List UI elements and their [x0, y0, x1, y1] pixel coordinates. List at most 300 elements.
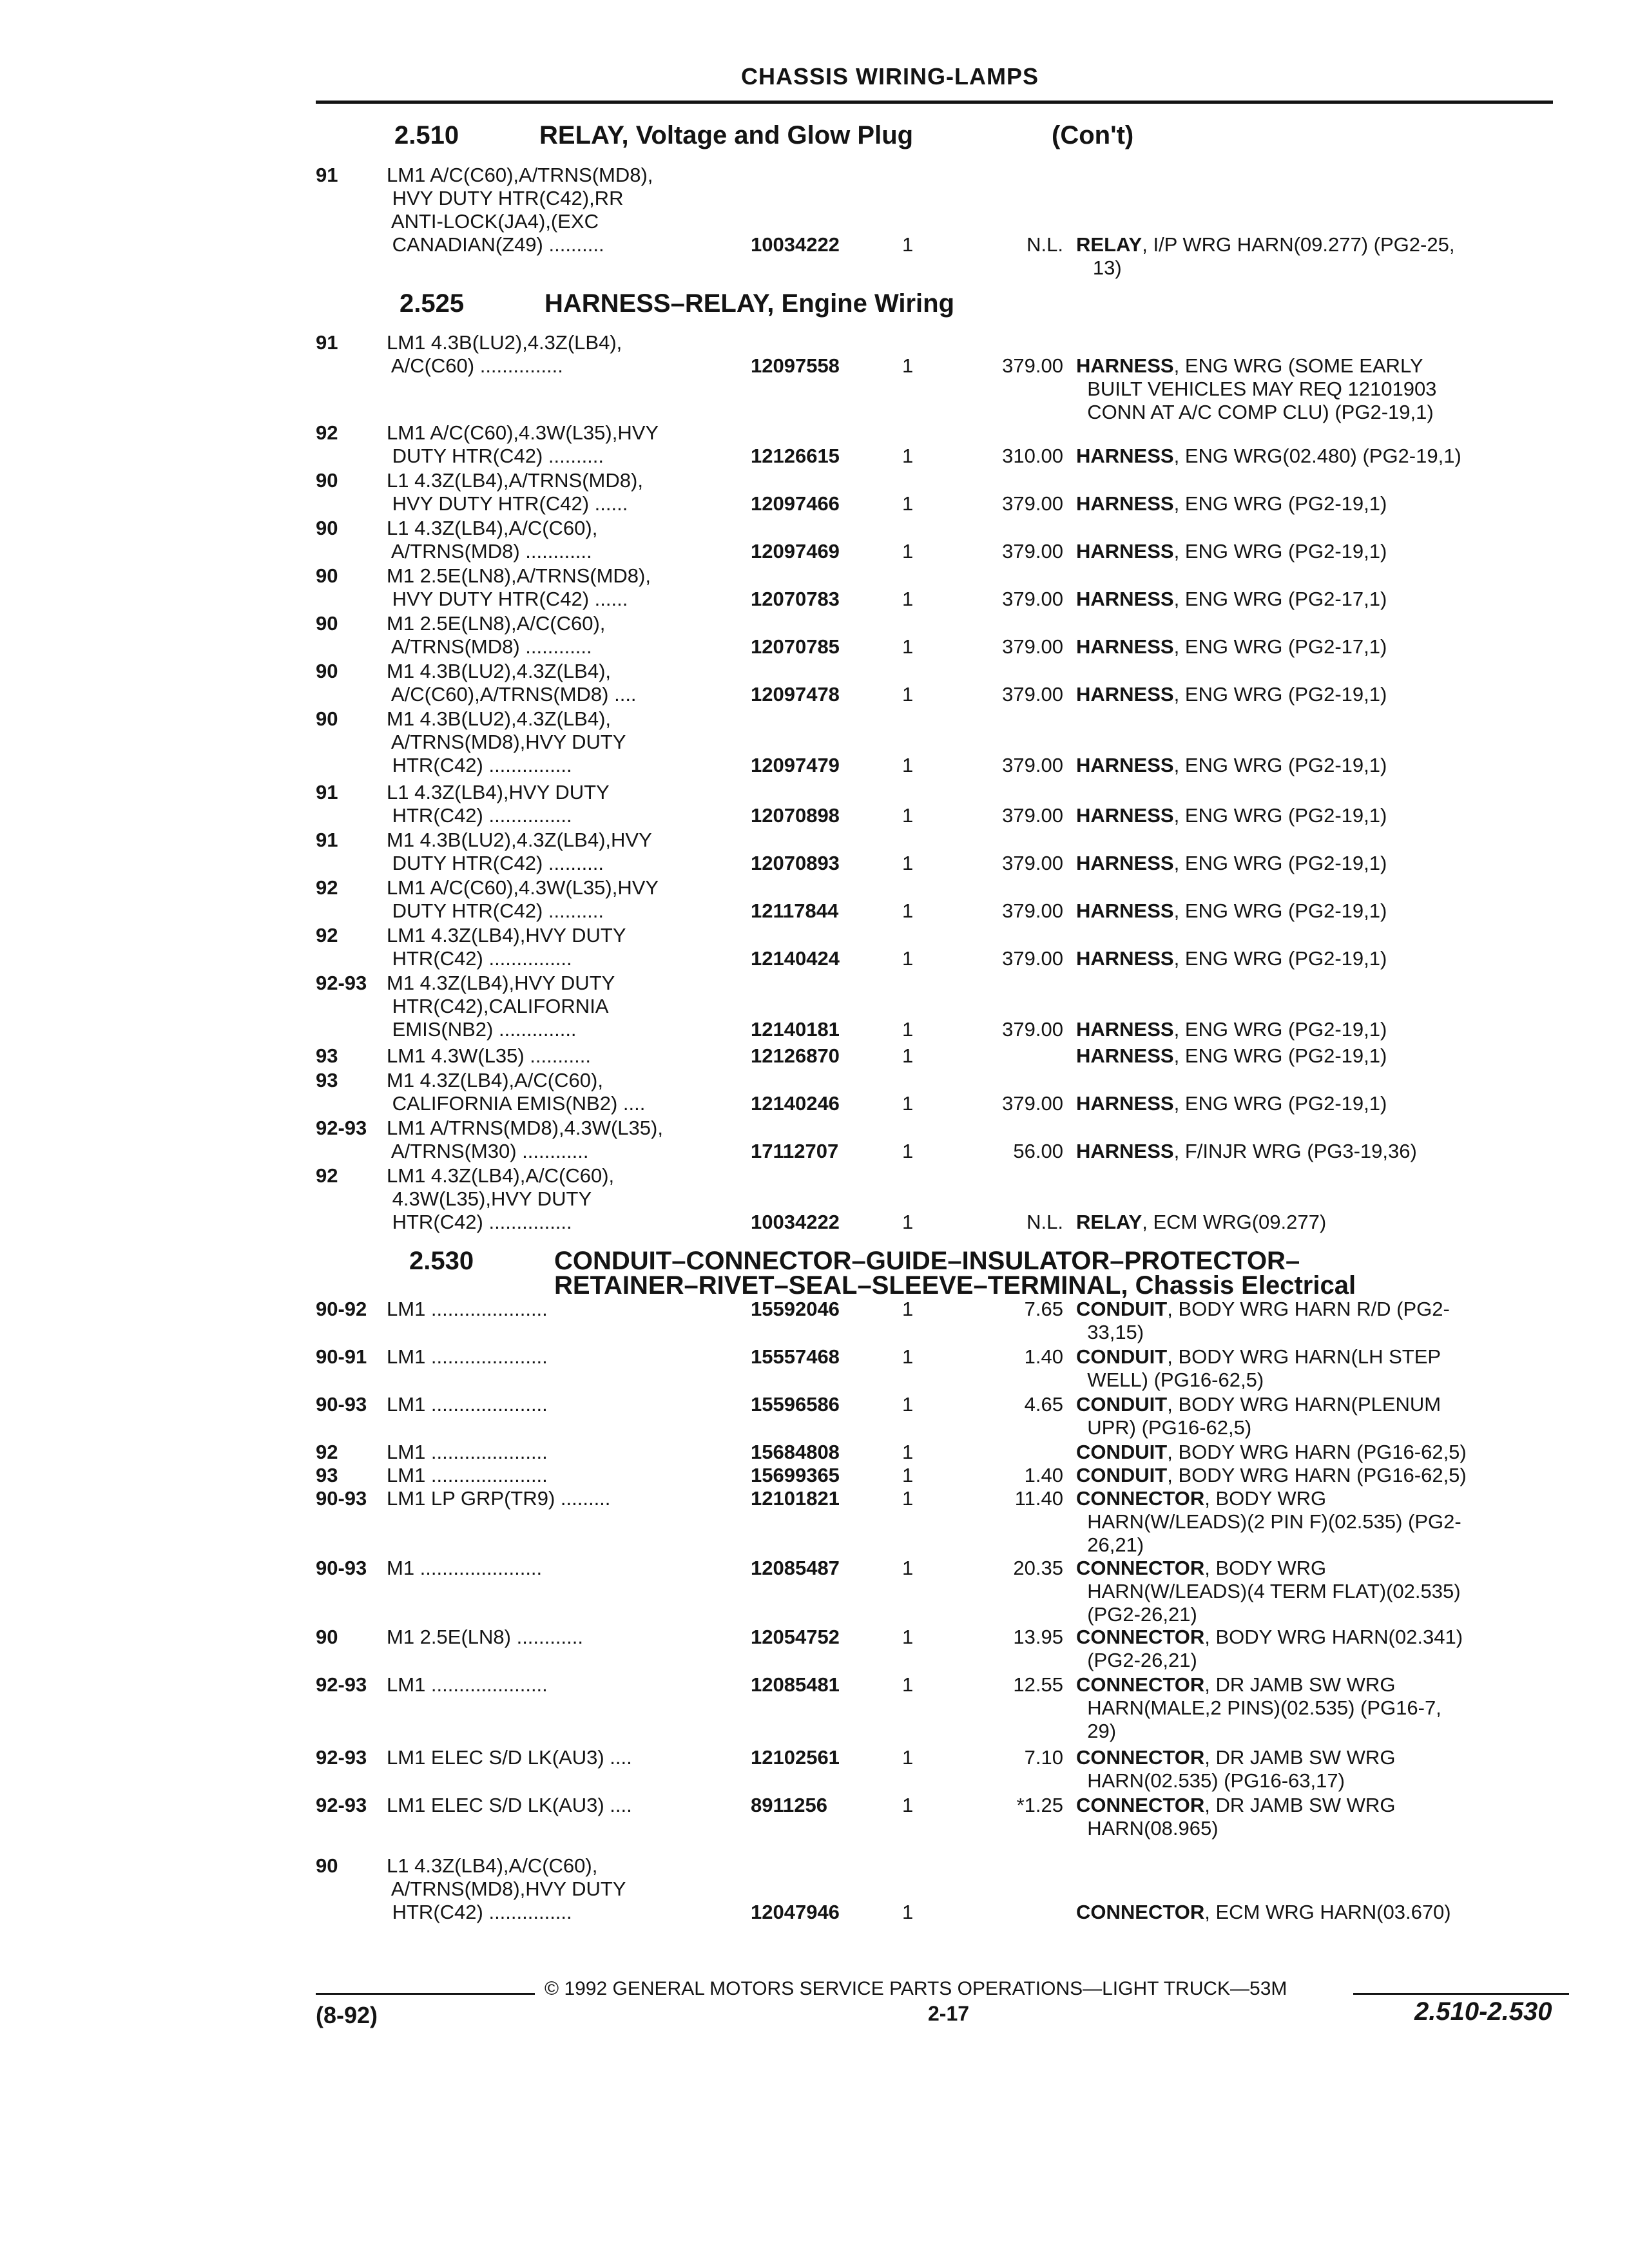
price: 12.55: [1013, 1673, 1063, 1696]
part-name-line: HARNESS, ENG WRG (PG2-17,1): [1076, 588, 1387, 610]
usage-description: [387, 164, 747, 256]
part-name-line: HARN(02.535) (PG16-63,17): [1076, 1769, 1345, 1792]
part-name: [1076, 445, 1566, 468]
usage-description: [387, 1673, 747, 1696]
usage-description: [387, 517, 747, 563]
part-number: 12070898: [751, 804, 840, 827]
model-year: 91: [316, 829, 338, 851]
part-name-line: CONDUIT, BODY WRG HARN(LH STEP: [1076, 1345, 1441, 1368]
part-name-line: HARNESS, ENG WRG(02.480) (PG2-19,1): [1076, 445, 1461, 467]
usage-description: [387, 1464, 747, 1487]
model-year: 93: [316, 1044, 338, 1067]
usage-line: L1 4.3Z(LB4),A/TRNS(MD8),: [387, 469, 643, 492]
part-name-line: HARNESS, ENG WRG (PG2-19,1): [1076, 899, 1387, 922]
quantity: 1: [902, 1140, 914, 1162]
part-name-line: CONDUIT, BODY WRG HARN(PLENUM: [1076, 1393, 1441, 1416]
usage-line: M1 4.3Z(LB4),HVY DUTY: [387, 972, 615, 994]
part-number: 12070785: [751, 635, 840, 658]
part-number: 15699365: [751, 1464, 840, 1486]
usage-description: [387, 1069, 747, 1115]
price: 379.00: [1002, 492, 1063, 515]
part-name-line: HARNESS, ENG WRG (PG2-19,1): [1076, 1018, 1387, 1041]
usage-line: HTR(C42) ...............: [387, 804, 572, 827]
section-title: RELAY, Voltage and Glow Plug: [539, 121, 914, 149]
section-title-line1: CONDUIT–CONNECTOR–GUIDE–INSULATOR–PROTECTOR–: [554, 1247, 1300, 1275]
part-name-line: 29): [1076, 1720, 1117, 1742]
price: 379.00: [1002, 947, 1063, 970]
part-name-keyword: CONNECTOR: [1076, 1746, 1205, 1769]
usage-line: M1 4.3B(LU2),4.3Z(LB4),: [387, 660, 612, 682]
quantity: 1: [902, 1901, 914, 1923]
usage-line: HTR(C42) ...............: [387, 1211, 572, 1233]
model-year: 92-93: [316, 1117, 367, 1139]
quantity: 1: [902, 1464, 914, 1486]
part-name-line: CONDUIT, BODY WRG HARN R/D (PG2-: [1076, 1298, 1450, 1320]
part-number: 17112707: [751, 1140, 839, 1162]
usage-line: LM1 ELEC S/D LK(AU3) ....: [387, 1794, 632, 1816]
price: 379.00: [1002, 588, 1063, 610]
usage-line: HTR(C42) ...............: [387, 947, 572, 970]
part-name-line: HARNESS, ENG WRG (PG2-19,1): [1076, 947, 1387, 970]
part-number: 12097479: [751, 754, 840, 776]
part-number: 12070893: [751, 852, 840, 874]
usage-line: CANADIAN(Z49) ..........: [387, 233, 604, 256]
usage-line: LM1 A/C(C60),4.3W(L35),HVY: [387, 421, 659, 444]
footer-copyright: © 1992 GENERAL MOTORS SERVICE PARTS OPERATIONS—LIGHT TRUCK—53M: [545, 1978, 1287, 1999]
header-rule: [316, 101, 1553, 104]
footer-date: (8-92): [316, 2002, 378, 2028]
section-title-line2: RETAINER–RIVET–SEAL–SLEEVE–TERMINAL, Chassis Electrical: [554, 1271, 1356, 1300]
part-name: [1076, 1345, 1566, 1392]
part-number: 12085481: [751, 1673, 840, 1696]
model-year: 90: [316, 1626, 338, 1648]
part-name-line: CONDUIT, BODY WRG HARN (PG16-62,5): [1076, 1464, 1467, 1486]
price: 310.00: [1002, 445, 1063, 467]
part-number: 12101821: [751, 1487, 840, 1510]
usage-line: A/TRNS(MD8) ............: [387, 635, 592, 658]
part-name-keyword: HARNESS: [1076, 754, 1174, 776]
model-year: 90: [316, 469, 338, 492]
part-name-line: CONNECTOR, BODY WRG HARN(02.341): [1076, 1626, 1463, 1648]
part-name: [1076, 1746, 1566, 1792]
usage-line: L1 4.3Z(LB4),HVY DUTY: [387, 781, 610, 803]
usage-line: LM1 .....................: [387, 1673, 548, 1696]
part-name-line: HARNESS, ENG WRG (PG2-19,1): [1076, 804, 1387, 827]
price: 379.00: [1002, 354, 1063, 377]
usage-line: HVY DUTY HTR(C42) ......: [387, 492, 628, 515]
usage-description: [387, 1441, 747, 1464]
part-name-line: CONNECTOR, DR JAMB SW WRG: [1076, 1673, 1396, 1696]
usage-line: A/TRNS(MD8) ............: [387, 540, 592, 562]
part-name-line: 33,15): [1076, 1321, 1144, 1343]
part-name: [1076, 1044, 1566, 1068]
model-year: 90: [316, 612, 338, 635]
part-name-line: CONNECTOR, ECM WRG HARN(03.670): [1076, 1901, 1451, 1923]
part-name-keyword: HARNESS: [1076, 947, 1174, 970]
usage-line: M1 2.5E(LN8),A/TRNS(MD8),: [387, 564, 651, 587]
part-name-keyword: HARNESS: [1076, 354, 1174, 377]
usage-line: LM1 4.3Z(LB4),A/C(C60),: [387, 1164, 615, 1187]
part-name-keyword: CONDUIT: [1076, 1345, 1168, 1368]
quantity: 1: [902, 947, 914, 970]
quantity: 1: [902, 1557, 914, 1579]
usage-description: [387, 1794, 747, 1817]
usage-description: [387, 1164, 747, 1234]
quantity: 1: [902, 1746, 914, 1769]
part-name-line: WELL) (PG16-62,5): [1076, 1369, 1264, 1391]
model-year: 90-93: [316, 1393, 367, 1416]
model-year: 91: [316, 331, 338, 354]
model-year: 92-93: [316, 1746, 367, 1769]
part-name: [1076, 1673, 1566, 1743]
part-name-line: CONNECTOR, DR JAMB SW WRG: [1076, 1794, 1396, 1816]
part-number: 10034222: [751, 1211, 840, 1233]
part-name: [1076, 540, 1566, 563]
price: 20.35: [1013, 1557, 1063, 1579]
part-number: 12097466: [751, 492, 840, 515]
model-year: 93: [316, 1464, 338, 1486]
usage-line: M1 4.3Z(LB4),A/C(C60),: [387, 1069, 603, 1091]
usage-line: LM1 A/C(C60),4.3W(L35),HVY: [387, 876, 659, 899]
part-number: 12140424: [751, 947, 840, 970]
part-name: [1076, 683, 1566, 706]
part-name-keyword: RELAY: [1076, 1211, 1142, 1233]
quantity: 1: [902, 635, 914, 658]
part-name: [1076, 588, 1566, 611]
footer-section-range: 2.510-2.530: [1414, 1997, 1552, 2026]
model-year: 92: [316, 421, 338, 444]
model-year: 90: [316, 660, 338, 682]
quantity: 1: [902, 683, 914, 706]
price: 7.10: [1024, 1746, 1063, 1769]
model-year: 90-92: [316, 1298, 367, 1320]
usage-line: A/C(C60) ...............: [387, 354, 563, 377]
part-name-line: HARNESS, ENG WRG (PG2-19,1): [1076, 540, 1387, 562]
quantity: 1: [902, 1487, 914, 1510]
part-name-line: CONDUIT, BODY WRG HARN (PG16-62,5): [1076, 1441, 1467, 1463]
quantity: 1: [902, 1018, 914, 1041]
usage-line: LM1 4.3B(LU2),4.3Z(LB4),: [387, 331, 622, 354]
part-name: [1076, 1393, 1566, 1439]
usage-line: LM1 LP GRP(TR9) .........: [387, 1487, 611, 1510]
part-number: 12126615: [751, 445, 840, 467]
quantity: 1: [902, 1044, 914, 1067]
quantity: 1: [902, 1794, 914, 1816]
usage-description: [387, 1626, 747, 1649]
part-number: 12070783: [751, 588, 840, 610]
usage-line: A/TRNS(MD8),HVY DUTY: [387, 731, 626, 753]
part-name-keyword: HARNESS: [1076, 1044, 1174, 1067]
usage-description: [387, 781, 747, 827]
usage-description: [387, 829, 747, 875]
part-number: 15684808: [751, 1441, 840, 1463]
part-number: 12054752: [751, 1626, 840, 1648]
part-name-keyword: HARNESS: [1076, 445, 1174, 467]
part-number: 12097558: [751, 354, 840, 377]
part-name-line: (PG2-26,21): [1076, 1649, 1197, 1671]
quantity: 1: [902, 1092, 914, 1115]
quantity: 1: [902, 1298, 914, 1320]
usage-description: [387, 1345, 747, 1369]
part-number: 15596586: [751, 1393, 840, 1416]
quantity: 1: [902, 899, 914, 922]
part-name-keyword: HARNESS: [1076, 540, 1174, 562]
part-name-line: HARNESS, ENG WRG (PG2-19,1): [1076, 852, 1387, 874]
part-name-line: HARN(W/LEADS)(2 PIN F)(02.535) (PG2-: [1076, 1510, 1461, 1533]
price: 379.00: [1002, 1018, 1063, 1041]
part-number: 12102561: [751, 1746, 840, 1769]
price: 13.95: [1013, 1626, 1063, 1648]
price: 7.65: [1024, 1298, 1063, 1320]
model-year: 90-93: [316, 1487, 367, 1510]
part-name-keyword: CONNECTOR: [1076, 1626, 1205, 1648]
part-name: [1076, 492, 1566, 515]
usage-line: 4.3W(L35),HVY DUTY: [387, 1187, 592, 1210]
usage-description: [387, 1117, 747, 1163]
quantity: 1: [902, 354, 914, 377]
part-name: [1076, 899, 1566, 923]
model-year: 90: [316, 517, 338, 539]
footer-rule-right: [1353, 1993, 1569, 1995]
model-year: 90-93: [316, 1557, 367, 1579]
section-number: 2.530: [409, 1247, 474, 1275]
model-year: 90: [316, 707, 338, 730]
part-name-keyword: HARNESS: [1076, 1140, 1174, 1162]
part-name-line: UPR) (PG16-62,5): [1076, 1416, 1252, 1439]
usage-line: HVY DUTY HTR(C42) ......: [387, 588, 628, 610]
model-year: 91: [316, 781, 338, 803]
usage-line: LM1 4.3Z(LB4),HVY DUTY: [387, 924, 626, 947]
price: 56.00: [1013, 1140, 1063, 1162]
usage-description: [387, 1557, 747, 1580]
part-name-keyword: CONNECTOR: [1076, 1557, 1205, 1579]
usage-line: LM1 .....................: [387, 1298, 548, 1320]
usage-description: [387, 1746, 747, 1769]
quantity: 1: [902, 1441, 914, 1463]
part-name: [1076, 1557, 1566, 1626]
usage-line: L1 4.3Z(LB4),A/C(C60),: [387, 517, 598, 539]
part-number: 15592046: [751, 1298, 840, 1320]
part-number: 12085487: [751, 1557, 840, 1579]
quantity: 1: [902, 1626, 914, 1648]
part-name: [1076, 1140, 1566, 1163]
part-name-line: CONNECTOR, BODY WRG: [1076, 1557, 1327, 1579]
section-continued: (Con't): [1052, 121, 1134, 149]
usage-description: [387, 612, 747, 658]
usage-description: [387, 1854, 747, 1924]
usage-line: A/TRNS(MD8),HVY DUTY: [387, 1878, 626, 1900]
part-name-line: CONN AT A/C COMP CLU) (PG2-19,1): [1076, 401, 1434, 423]
part-name-line: CONNECTOR, BODY WRG: [1076, 1487, 1327, 1510]
footer-rule-left: [316, 1993, 535, 1995]
part-name-line: HARNESS, ENG WRG (PG2-17,1): [1076, 635, 1387, 658]
usage-line: M1 2.5E(LN8) ............: [387, 1626, 583, 1648]
quantity: 1: [902, 445, 914, 467]
part-name: [1076, 1441, 1566, 1464]
part-name: [1076, 1487, 1566, 1557]
part-name-keyword: RELAY: [1076, 233, 1142, 256]
part-name-keyword: CONNECTOR: [1076, 1901, 1205, 1923]
usage-line: LM1 .....................: [387, 1393, 548, 1416]
model-year: 92-93: [316, 1673, 367, 1696]
price: 1.40: [1024, 1464, 1063, 1486]
quantity: 1: [902, 754, 914, 776]
footer-page-number: 2-17: [928, 2002, 970, 2025]
quantity: 1: [902, 1211, 914, 1233]
part-name-line: HARNESS, ENG WRG (PG2-19,1): [1076, 683, 1387, 706]
part-name: [1076, 1298, 1566, 1344]
quantity: 1: [902, 1673, 914, 1696]
part-name-line: 13): [1076, 256, 1122, 279]
usage-line: M1 ......................: [387, 1557, 543, 1579]
part-name-line: BUILT VEHICLES MAY REQ 12101903: [1076, 378, 1437, 400]
quantity: 1: [902, 1345, 914, 1368]
usage-line: DUTY HTR(C42) ..........: [387, 852, 604, 874]
part-number: 12140246: [751, 1092, 840, 1115]
usage-description: [387, 707, 747, 777]
model-year: 90-91: [316, 1345, 367, 1368]
quantity: 1: [902, 233, 914, 256]
part-name: [1076, 1464, 1566, 1487]
usage-description: [387, 469, 747, 515]
model-year: 92: [316, 1441, 338, 1463]
part-name-line: HARNESS, ENG WRG (PG2-19,1): [1076, 1044, 1387, 1067]
usage-description: [387, 421, 747, 468]
model-year: 90: [316, 564, 338, 587]
model-year: 90: [316, 1854, 338, 1877]
model-year: 92: [316, 1164, 338, 1187]
quantity: 1: [902, 852, 914, 874]
part-name-keyword: HARNESS: [1076, 588, 1174, 610]
usage-description: [387, 564, 747, 611]
price: 379.00: [1002, 1092, 1063, 1115]
part-name-line: HARN(W/LEADS)(4 TERM FLAT)(02.535): [1076, 1580, 1461, 1602]
usage-line: LM1 .....................: [387, 1345, 548, 1368]
part-name: [1076, 754, 1566, 777]
part-name-keyword: CONNECTOR: [1076, 1487, 1205, 1510]
usage-description: [387, 1298, 747, 1321]
part-name: [1076, 1018, 1566, 1041]
part-name-keyword: HARNESS: [1076, 635, 1174, 658]
part-name-keyword: HARNESS: [1076, 852, 1174, 874]
model-year: 92: [316, 924, 338, 947]
part-name-keyword: HARNESS: [1076, 1018, 1174, 1041]
quantity: 1: [902, 588, 914, 610]
part-name: [1076, 354, 1566, 424]
section-title: HARNESS–RELAY, Engine Wiring: [545, 289, 955, 318]
usage-line: LM1 ELEC S/D LK(AU3) ....: [387, 1746, 632, 1769]
part-name: [1076, 233, 1566, 280]
quantity: 1: [902, 804, 914, 827]
part-name-line: HARNESS, ENG WRG (SOME EARLY: [1076, 354, 1423, 377]
part-name-line: RELAY, I/P WRG HARN(09.277) (PG2-25,: [1076, 233, 1455, 256]
usage-description: [387, 1487, 747, 1510]
usage-description: [387, 660, 747, 706]
usage-line: HVY DUTY HTR(C42),RR: [387, 187, 624, 209]
part-number: 12047946: [751, 1901, 840, 1923]
part-name-line: HARN(MALE,2 PINS)(02.535) (PG16-7,: [1076, 1696, 1441, 1719]
usage-line: M1 2.5E(LN8),A/C(C60),: [387, 612, 606, 635]
part-number: 12097469: [751, 540, 840, 562]
price: 379.00: [1002, 804, 1063, 827]
part-name: [1076, 1794, 1566, 1840]
part-name: [1076, 804, 1566, 827]
usage-line: LM1 4.3W(L35) ...........: [387, 1044, 591, 1067]
part-name-keyword: CONDUIT: [1076, 1393, 1168, 1416]
part-number: 10034222: [751, 233, 840, 256]
usage-description: [387, 924, 747, 970]
part-number: 12126870: [751, 1044, 840, 1067]
usage-line: HTR(C42) ...............: [387, 1901, 572, 1923]
part-name-keyword: CONDUIT: [1076, 1441, 1168, 1463]
part-name-line: HARNESS, F/INJR WRG (PG3-19,36): [1076, 1140, 1417, 1162]
part-name-keyword: CONDUIT: [1076, 1298, 1168, 1320]
price: 4.65: [1024, 1393, 1063, 1416]
usage-line: CALIFORNIA EMIS(NB2) ....: [387, 1092, 646, 1115]
part-name-keyword: CONNECTOR: [1076, 1673, 1205, 1696]
usage-line: LM1 .....................: [387, 1441, 548, 1463]
usage-line: LM1 .....................: [387, 1464, 548, 1486]
model-year: 93: [316, 1069, 338, 1091]
part-name-line: HARNESS, ENG WRG (PG2-19,1): [1076, 754, 1387, 776]
part-name-line: HARNESS, ENG WRG (PG2-19,1): [1076, 1092, 1387, 1115]
part-name: [1076, 947, 1566, 970]
part-number: 12097478: [751, 683, 840, 706]
part-name-line: HARN(08.965): [1076, 1817, 1219, 1840]
usage-line: LM1 A/TRNS(MD8),4.3W(L35),: [387, 1117, 663, 1139]
price: 379.00: [1002, 852, 1063, 874]
part-name-keyword: HARNESS: [1076, 899, 1174, 922]
quantity: 1: [902, 1393, 914, 1416]
usage-line: A/TRNS(M30) ............: [387, 1140, 589, 1162]
price: *1.25: [1016, 1794, 1063, 1816]
price: 379.00: [1002, 635, 1063, 658]
usage-line: LM1 A/C(C60),A/TRNS(MD8),: [387, 164, 653, 186]
usage-line: A/C(C60),A/TRNS(MD8) ....: [387, 683, 637, 706]
page-header: CHASSIS WIRING-LAMPS: [741, 63, 1039, 90]
usage-description: [387, 331, 747, 378]
part-name-line: HARNESS, ENG WRG (PG2-19,1): [1076, 492, 1387, 515]
usage-line: M1 4.3B(LU2),4.3Z(LB4),: [387, 707, 612, 730]
part-name-keyword: HARNESS: [1076, 804, 1174, 827]
part-name-keyword: HARNESS: [1076, 1092, 1174, 1115]
part-name: [1076, 1092, 1566, 1115]
price: 1.40: [1024, 1345, 1063, 1368]
usage-description: [387, 1044, 747, 1068]
part-name-line: CONNECTOR, DR JAMB SW WRG: [1076, 1746, 1396, 1769]
model-year: 91: [316, 164, 338, 186]
price: 379.00: [1002, 899, 1063, 922]
price: N.L.: [1027, 233, 1063, 256]
usage-line: L1 4.3Z(LB4),A/C(C60),: [387, 1854, 598, 1877]
part-name: [1076, 635, 1566, 658]
price: N.L.: [1027, 1211, 1063, 1233]
model-year: 92-93: [316, 972, 367, 994]
section-number: 2.510: [394, 121, 459, 149]
part-name: [1076, 1901, 1566, 1924]
usage-line: HTR(C42),CALIFORNIA: [387, 995, 609, 1017]
part-name: [1076, 852, 1566, 875]
part-name: [1076, 1626, 1566, 1672]
part-name: [1076, 1211, 1566, 1234]
usage-line: EMIS(NB2) ..............: [387, 1018, 577, 1041]
usage-description: [387, 876, 747, 923]
part-number: 15557468: [751, 1345, 840, 1368]
part-name-line: (PG2-26,21): [1076, 1603, 1197, 1626]
price: 379.00: [1002, 540, 1063, 562]
model-year: 92: [316, 876, 338, 899]
usage-line: ANTI-LOCK(JA4),(EXC: [387, 210, 599, 233]
